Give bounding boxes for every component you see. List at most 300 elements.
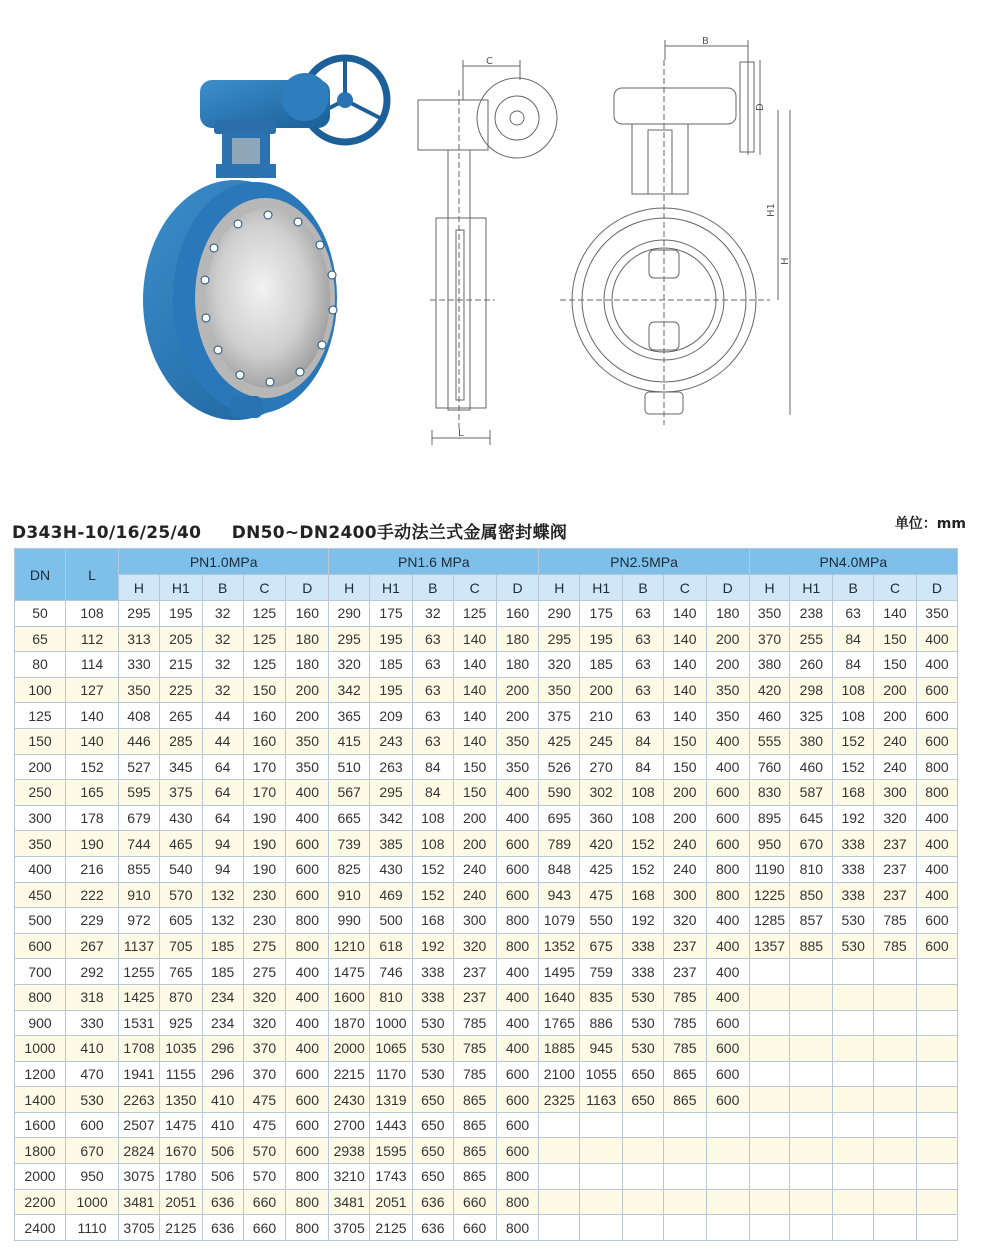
table-cell: 108 (833, 677, 874, 703)
table-cell: 125 (243, 626, 286, 652)
table-cell (833, 1010, 874, 1036)
table-cell: 785 (453, 1010, 496, 1036)
table-cell (790, 1215, 833, 1241)
table-cell (749, 984, 790, 1010)
table-cell: 446 (119, 728, 160, 754)
table-cell (539, 1215, 580, 1241)
table-cell: 345 (159, 754, 202, 780)
table-cell: 160 (243, 728, 286, 754)
table-row (15, 831, 958, 857)
table-row (15, 626, 958, 652)
table-cell: 64 (202, 754, 243, 780)
table-cell (833, 1164, 874, 1190)
table-cell: 600 (916, 933, 957, 959)
table-cell: 800 (286, 908, 329, 934)
table-cell (790, 1189, 833, 1215)
table-cell: 2125 (159, 1215, 202, 1241)
table-cell: 84 (623, 754, 664, 780)
table-row (15, 984, 958, 1010)
table-cell: 32 (202, 626, 243, 652)
dn-cell: 80 (15, 652, 66, 678)
table-cell: 1765 (539, 1010, 580, 1036)
table-cell (580, 1215, 623, 1241)
table-cell (790, 1036, 833, 1062)
dn-cell: 1400 (15, 1087, 66, 1113)
table-cell: 320 (243, 1010, 286, 1036)
table-cell: 746 (370, 959, 413, 985)
table-row (15, 1189, 958, 1215)
table-cell (749, 1112, 790, 1138)
table-cell (874, 1164, 917, 1190)
dn-cell: 2200 (15, 1189, 66, 1215)
table-cell (749, 1010, 790, 1036)
table-cell: 150 (453, 754, 496, 780)
table-cell: 530 (623, 1036, 664, 1062)
table-row (15, 1112, 958, 1138)
table-cell: 165 (66, 780, 119, 806)
table-cell: 350 (286, 754, 329, 780)
table-cell: 237 (663, 933, 706, 959)
table-cell: 636 (412, 1189, 453, 1215)
table-cell: 400 (706, 728, 749, 754)
table-cell: 63 (623, 703, 664, 729)
subcol-header: H1 (580, 575, 623, 601)
table-cell: 460 (749, 703, 790, 729)
table-row (15, 1087, 958, 1113)
table-cell: 1670 (159, 1138, 202, 1164)
table-cell: 195 (159, 601, 202, 627)
table-cell: 152 (66, 754, 119, 780)
table-cell: 510 (329, 754, 370, 780)
model-description: DN50~DN2400手动法兰式金属密封蝶阀 (231, 523, 568, 543)
table-cell: 470 (66, 1061, 119, 1087)
subcol-header: H (539, 575, 580, 601)
dim-label-l: L (458, 428, 464, 439)
table-cell (623, 1164, 664, 1190)
table-cell: 237 (874, 831, 917, 857)
table-cell: 650 (412, 1164, 453, 1190)
table-cell: 650 (412, 1112, 453, 1138)
dn-cell: 150 (15, 728, 66, 754)
table-cell: 420 (749, 677, 790, 703)
table-cell: 600 (286, 831, 329, 857)
table-cell: 990 (329, 908, 370, 934)
table-cell: 152 (833, 728, 874, 754)
table-cell (833, 1112, 874, 1138)
table-cell: 380 (749, 652, 790, 678)
table-cell (749, 1061, 790, 1087)
table-cell: 200 (496, 703, 539, 729)
dn-cell: 350 (15, 831, 66, 857)
table-cell: 885 (790, 933, 833, 959)
table-cell: 530 (412, 1061, 453, 1087)
table-cell: 636 (202, 1189, 243, 1215)
subcol-header: B (623, 575, 664, 601)
table-cell: 972 (119, 908, 160, 934)
table-cell: 400 (496, 1010, 539, 1036)
valve-figure (0, 0, 1000, 460)
table-cell: 178 (66, 805, 119, 831)
table-cell: 600 (916, 908, 957, 934)
table-cell: 295 (119, 601, 160, 627)
dn-cell: 2400 (15, 1215, 66, 1241)
table-cell: 238 (790, 601, 833, 627)
dn-cell: 400 (15, 856, 66, 882)
table-cell: 342 (370, 805, 413, 831)
table-cell: 600 (706, 1087, 749, 1113)
table-row (15, 1215, 958, 1241)
table-cell: 636 (412, 1215, 453, 1241)
table-cell: 705 (159, 933, 202, 959)
table-cell: 295 (539, 626, 580, 652)
table-cell (580, 1164, 623, 1190)
table-cell: 313 (119, 626, 160, 652)
unit-label: 单位：mm (894, 516, 966, 532)
table-cell: 1640 (539, 984, 580, 1010)
table-cell: 190 (243, 805, 286, 831)
table-cell: 140 (453, 703, 496, 729)
table-cell: 650 (412, 1087, 453, 1113)
table-cell (874, 959, 917, 985)
table-cell: 600 (706, 805, 749, 831)
table-cell: 400 (916, 882, 957, 908)
table-cell: 600 (916, 677, 957, 703)
table-cell: 400 (916, 856, 957, 882)
table-cell (790, 1087, 833, 1113)
table-cell: 530 (623, 984, 664, 1010)
table-cell: 237 (453, 984, 496, 1010)
table-cell: 44 (202, 728, 243, 754)
table-cell: 338 (412, 984, 453, 1010)
table-cell: 1708 (119, 1036, 160, 1062)
table-cell: 338 (833, 856, 874, 882)
table-cell: 320 (329, 652, 370, 678)
table-cell: 420 (580, 831, 623, 857)
table-row (15, 959, 958, 985)
table-cell (916, 1112, 957, 1138)
table-cell: 800 (496, 933, 539, 959)
dn-cell: 2000 (15, 1164, 66, 1190)
table-cell (706, 1189, 749, 1215)
table-cell: 800 (286, 1215, 329, 1241)
table-cell: 300 (663, 882, 706, 908)
table-cell (916, 1189, 957, 1215)
table-cell: 200 (874, 677, 917, 703)
table-cell: 385 (370, 831, 413, 857)
table-cell: 63 (623, 677, 664, 703)
subcol-header: H (329, 575, 370, 601)
front-drawing (560, 40, 790, 425)
subcol-header: C (243, 575, 286, 601)
table-cell (663, 1215, 706, 1241)
table-cell: 200 (453, 805, 496, 831)
dn-cell: 1000 (15, 1036, 66, 1062)
dn-cell: 300 (15, 805, 66, 831)
table-cell: 1475 (159, 1112, 202, 1138)
table-cell: 400 (706, 959, 749, 985)
table-cell (833, 1036, 874, 1062)
table-cell: 1065 (370, 1036, 413, 1062)
table-cell: 570 (243, 1138, 286, 1164)
table-cell: 600 (496, 856, 539, 882)
table-cell (833, 1215, 874, 1241)
table-cell: 785 (453, 1036, 496, 1062)
table-cell (539, 1138, 580, 1164)
table-cell (623, 1215, 664, 1241)
table-cell: 320 (453, 933, 496, 959)
table-cell: 295 (370, 780, 413, 806)
table-cell (749, 1215, 790, 1241)
table-cell: 150 (663, 754, 706, 780)
table-cell: 400 (706, 908, 749, 934)
subcol-header: H1 (159, 575, 202, 601)
table-cell (623, 1112, 664, 1138)
table-cell: 925 (159, 1010, 202, 1036)
table-cell: 1255 (119, 959, 160, 985)
table-cell: 243 (370, 728, 413, 754)
table-cell: 63 (623, 652, 664, 678)
table-cell: 132 (202, 882, 243, 908)
table-cell: 695 (539, 805, 580, 831)
table-cell (539, 1112, 580, 1138)
subcol-header: C (453, 575, 496, 601)
table-cell: 600 (496, 1087, 539, 1113)
table-cell: 338 (412, 959, 453, 985)
table-cell (916, 1138, 957, 1164)
table-cell (916, 1087, 957, 1113)
table-cell (916, 1010, 957, 1036)
table-cell: 870 (159, 984, 202, 1010)
table-cell: 2507 (119, 1112, 160, 1138)
table-cell: 370 (243, 1061, 286, 1087)
subcol-header: C (663, 575, 706, 601)
dim-label-h1: H1 (766, 203, 777, 217)
table-cell: 1155 (159, 1061, 202, 1087)
table-cell: 375 (539, 703, 580, 729)
table-cell (874, 1061, 917, 1087)
table-cell: 400 (706, 754, 749, 780)
table-cell: 108 (412, 805, 453, 831)
table-cell: 400 (286, 1010, 329, 1036)
table-cell: 150 (663, 728, 706, 754)
table-cell: 810 (370, 984, 413, 1010)
table-cell: 1595 (370, 1138, 413, 1164)
table-cell: 300 (874, 780, 917, 806)
table-cell: 290 (539, 601, 580, 627)
dim-label-b: B (702, 36, 709, 47)
table-cell: 886 (580, 1010, 623, 1036)
table-cell: 530 (833, 933, 874, 959)
table-cell: 240 (453, 882, 496, 908)
table-cell: 185 (202, 933, 243, 959)
model-code: D343H-10/16/25/40 (12, 523, 202, 543)
table-cell: 430 (370, 856, 413, 882)
table-cell: 810 (790, 856, 833, 882)
table-cell: 400 (286, 959, 329, 985)
subcol-header: B (833, 575, 874, 601)
table-cell: 410 (66, 1036, 119, 1062)
table-cell: 400 (286, 805, 329, 831)
table-cell: 3210 (329, 1164, 370, 1190)
table-cell: 785 (874, 933, 917, 959)
table-cell: 2125 (370, 1215, 413, 1241)
table-cell: 350 (286, 728, 329, 754)
table-cell: 125 (243, 601, 286, 627)
table-cell: 350 (496, 728, 539, 754)
table-cell: 600 (286, 1061, 329, 1087)
table-cell: 605 (159, 908, 202, 934)
table-cell: 125 (243, 652, 286, 678)
table-cell: 600 (496, 1138, 539, 1164)
subcol-header: D (286, 575, 329, 601)
table-cell: 400 (916, 626, 957, 652)
table-cell (833, 1061, 874, 1087)
table-cell: 475 (580, 882, 623, 908)
dim-label-h: H (780, 257, 791, 265)
table-cell: 370 (749, 626, 790, 652)
table-cell: 800 (496, 908, 539, 934)
table-cell: 675 (580, 933, 623, 959)
table-row (15, 780, 958, 806)
table-cell: 375 (159, 780, 202, 806)
table-cell: 270 (580, 754, 623, 780)
table-cell (623, 1138, 664, 1164)
table-cell: 209 (370, 703, 413, 729)
table-cell: 670 (790, 831, 833, 857)
table-cell (749, 1164, 790, 1190)
table-cell: 32 (202, 652, 243, 678)
table-cell: 84 (833, 652, 874, 678)
table-cell (539, 1164, 580, 1190)
table-cell: 140 (663, 677, 706, 703)
table-cell: 1941 (119, 1061, 160, 1087)
table-cell: 255 (790, 626, 833, 652)
table-cell: 150 (874, 626, 917, 652)
table-cell: 855 (119, 856, 160, 882)
table-cell: 570 (243, 1164, 286, 1190)
table-cell: 2700 (329, 1112, 370, 1138)
table-cell: 670 (66, 1138, 119, 1164)
table-cell: 320 (663, 908, 706, 934)
table-cell: 469 (370, 882, 413, 908)
table-cell: 425 (539, 728, 580, 754)
table-cell: 140 (663, 703, 706, 729)
table-cell: 200 (706, 626, 749, 652)
table-cell: 192 (833, 805, 874, 831)
table-row (15, 754, 958, 780)
table-cell: 168 (833, 780, 874, 806)
table-cell: 835 (580, 984, 623, 1010)
table-cell: 140 (453, 626, 496, 652)
table-cell: 275 (243, 959, 286, 985)
table-cell: 800 (916, 780, 957, 806)
table-cell: 200 (453, 831, 496, 857)
table-cell: 759 (580, 959, 623, 985)
table-cell (663, 1164, 706, 1190)
table-cell: 1495 (539, 959, 580, 985)
table-cell: 895 (749, 805, 790, 831)
table-row (15, 1164, 958, 1190)
table-cell: 1780 (159, 1164, 202, 1190)
table-cell: 600 (286, 882, 329, 908)
table-cell: 200 (496, 677, 539, 703)
group-header-pn25: PN2.5MPa (539, 549, 749, 575)
dn-cell: 1600 (15, 1112, 66, 1138)
table-cell: 300 (453, 908, 496, 934)
dn-cell: 100 (15, 677, 66, 703)
table-cell: 168 (412, 908, 453, 934)
table-cell: 506 (202, 1164, 243, 1190)
table-cell: 152 (412, 856, 453, 882)
subcol-header: H (119, 575, 160, 601)
table-cell: 175 (580, 601, 623, 627)
table-cell: 3705 (329, 1215, 370, 1241)
table-cell: 1190 (749, 856, 790, 882)
table-cell: 785 (663, 1036, 706, 1062)
table-cell: 237 (663, 959, 706, 985)
table-cell: 140 (66, 728, 119, 754)
table-cell: 600 (286, 1112, 329, 1138)
table-cell: 200 (663, 805, 706, 831)
table-cell: 400 (496, 805, 539, 831)
table-cell: 600 (286, 856, 329, 882)
group-header-pn16: PN1.6 MPa (329, 549, 539, 575)
table-cell: 140 (663, 626, 706, 652)
table-cell: 1357 (749, 933, 790, 959)
table-cell: 240 (663, 831, 706, 857)
table-cell (916, 959, 957, 985)
table-cell (623, 1189, 664, 1215)
table-cell: 365 (329, 703, 370, 729)
table-cell: 185 (370, 652, 413, 678)
table-cell: 945 (580, 1036, 623, 1062)
table-cell: 1170 (370, 1061, 413, 1087)
table-cell (706, 1112, 749, 1138)
table-cell: 2430 (329, 1087, 370, 1113)
table-cell: 32 (412, 601, 453, 627)
table-cell: 152 (833, 754, 874, 780)
table-cell: 342 (329, 677, 370, 703)
table-cell: 32 (202, 601, 243, 627)
table-cell: 645 (790, 805, 833, 831)
table-cell (916, 1061, 957, 1087)
table-cell: 530 (66, 1087, 119, 1113)
table-cell: 2215 (329, 1061, 370, 1087)
table-cell: 180 (286, 652, 329, 678)
table-cell (663, 1138, 706, 1164)
table-cell: 785 (874, 908, 917, 934)
table-cell: 44 (202, 703, 243, 729)
table-cell: 338 (833, 882, 874, 908)
table-cell: 1350 (159, 1087, 202, 1113)
subcol-header: H1 (370, 575, 413, 601)
table-cell (790, 1164, 833, 1190)
subcol-header: D (706, 575, 749, 601)
table-row (15, 703, 958, 729)
table-cell: 234 (202, 1010, 243, 1036)
table-cell: 600 (706, 1036, 749, 1062)
table-cell: 140 (663, 601, 706, 627)
table-cell: 195 (580, 626, 623, 652)
col-header-l: L (66, 549, 119, 601)
table-cell: 240 (663, 856, 706, 882)
table-cell: 240 (453, 856, 496, 882)
table-cell: 215 (159, 652, 202, 678)
table-cell: 63 (623, 626, 664, 652)
table-cell: 240 (874, 728, 917, 754)
table-row (15, 1036, 958, 1062)
table-cell: 350 (706, 677, 749, 703)
